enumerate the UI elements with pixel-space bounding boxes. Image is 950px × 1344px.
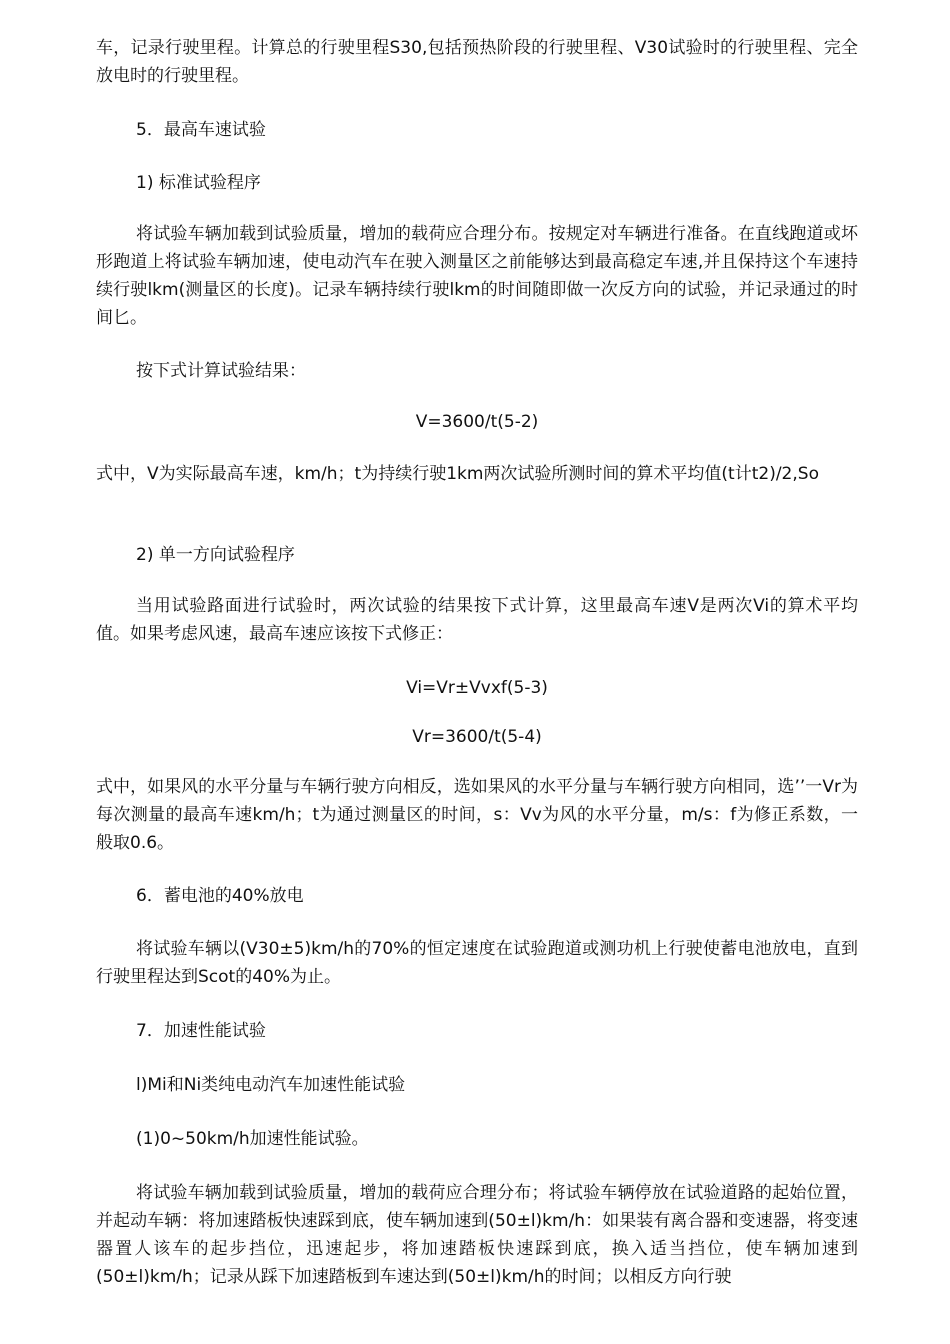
section-6-heading-block [96, 882, 858, 910]
section-5-heading-block [96, 116, 858, 144]
equation-5-3-block [96, 674, 858, 702]
section-7-1-1-body [96, 1179, 858, 1291]
paragraph-calc-intro: 按下式计算试验结果： [136, 361, 306, 381]
paragraph-7-1-1: 将试验车辆加载到试验质量，增加的载荷应合理分布；将试验车辆停放在试验道路的起始位置，并起动车辆：将加速踏板快速踩到底，使车辆加速到(50±l)km/h：如果装有离合器和变速器，将变速器置人该车的起步挡位，迅速起步，将加速踏板快速踩到底，换入适当挡位，使车辆加速到(50±l)km/h；记录从踩下加速踏板到车速达到(50±l)km/h的时间；以相反方向行驶 [96, 1183, 858, 1287]
paragraph-intro: 车，记录行驶里程。计算总的行驶里程S30,包括预热阶段的行驶里程、V30试验时的行驶里程、完全放电时的行驶里程。 [96, 38, 858, 86]
heading-5-max-speed-test: 5．最高车速试验 [136, 120, 266, 140]
paragraph-5-1: 将试验车辆加载到试验质量，增加的载荷应合理分布。按规定对车辆进行准备。在直线跑道或坏形跑道上将试验车辆加速，使电动汽车在驶入测量区之前能够达到最高稳定车速,并且保持这个车速持续行驶lkm(测量区的长度)。记录车辆持续行驶lkm的时间随即做一次反方向的试验，并记录通过的时间匕。 [96, 224, 858, 328]
section-5-2-body [96, 592, 858, 648]
where-2-block [96, 773, 858, 857]
equation-5-2-block [96, 408, 858, 436]
equation-5-2: V=3600/t(5-2) [415, 412, 539, 432]
heading-7-1-m1-n1-acceleration: l)Mi和Ni类纯电动汽车加速性能试验 [136, 1075, 406, 1095]
paragraph-where-1: 式中，V为实际最高车速，km/h；t为持续行驶1km两次试验所测时间的算术平均值(t计t2)/2,So [96, 464, 819, 484]
section-6-body [96, 935, 858, 991]
section-5-1-body [96, 220, 858, 332]
heading-5-1-standard-procedure: 1) 标准试验程序 [136, 173, 261, 193]
equation-5-4-block [96, 723, 858, 751]
heading-6-battery-discharge: 6．蓄电池的40%放电 [136, 886, 304, 906]
where-1-block [96, 460, 858, 488]
calc-intro-block [96, 357, 858, 385]
section-5-1-heading-block [96, 169, 858, 197]
paragraph-6: 将试验车辆以(V30±5)km/h的70%的恒定速度在试验跑道或测功机上行驶使蓄电池放电，直到行驶里程达到Scot的40%为止。 [96, 939, 858, 987]
heading-7-1-1-0-50-test: (1)0~50km/h加速性能试验。 [136, 1129, 369, 1149]
section-7-1-1-heading-block [96, 1125, 858, 1153]
paragraph-where-2: 式中，如果风的水平分量与车辆行驶方向相反，选如果风的水平分量与车辆行驶方向相同，选’’一Vr为每次测量的最高车速km/h；t为通过测量区的时间，s：Vv为风的水平分量，m/s：f为修正系数，一般取0.6。 [96, 777, 858, 853]
section-7-1-heading-block [96, 1071, 858, 1099]
heading-7-acceleration-test: 7．加速性能试验 [136, 1021, 266, 1041]
equation-5-4: Vr=3600/t(5-4) [412, 727, 542, 747]
section-5-2-heading-block [96, 541, 858, 569]
section-7-heading-block [96, 1017, 858, 1045]
heading-5-2-single-direction: 2) 单一方向试验程序 [136, 545, 295, 565]
equation-5-3: Vi=Vr±Vvxf(5-3) [406, 678, 548, 698]
paragraph-5-2: 当用试验路面进行试验时，两次试验的结果按下式计算，这里最高车速V是两次Vi的算术平均值。如果考虑风速，最高车速应该按下式修正： [96, 596, 858, 644]
intro-paragraph [96, 34, 858, 90]
